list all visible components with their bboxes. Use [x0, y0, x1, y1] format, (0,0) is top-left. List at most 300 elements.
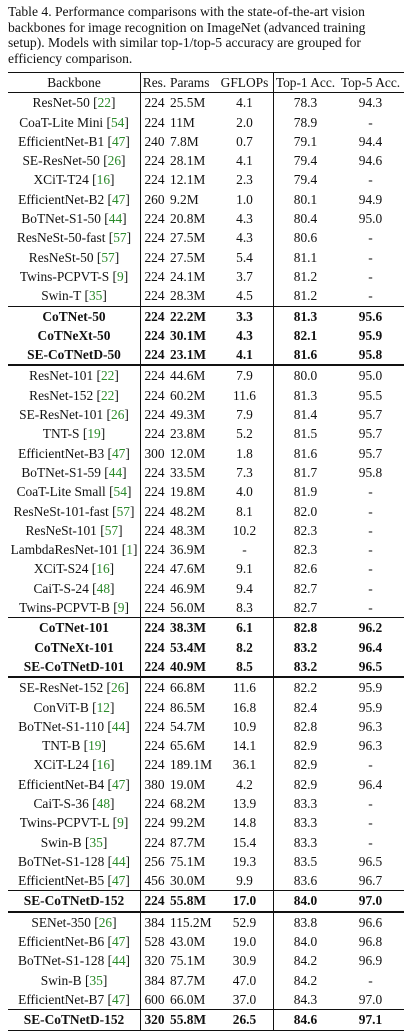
top1-cell: 82.3 — [274, 540, 338, 559]
citation-link[interactable]: 26 — [111, 680, 125, 696]
backbone-cell: Swin-B [35] — [40, 834, 108, 850]
res-cell: 224 — [141, 267, 169, 286]
top5-cell: 97.1 — [337, 1010, 404, 1030]
citation-link[interactable]: 9 — [117, 600, 125, 616]
backbone-name: SE-ResNet-101 — [19, 407, 104, 423]
params-cell: 11M — [170, 114, 195, 130]
gflops-cell: 8.2 — [236, 639, 253, 655]
gflops-cell: 4.0 — [236, 484, 253, 500]
top1-cell: 81.2 — [274, 267, 338, 286]
gflops-cell: 2.0 — [236, 114, 253, 130]
gflops-cell: 13.9 — [232, 795, 257, 811]
res-cell: 224 — [141, 170, 169, 189]
top5-cell: 95.7 — [358, 426, 383, 442]
top1-cell: 83.5 — [274, 852, 338, 871]
top1-cell: 80.0 — [274, 365, 338, 385]
top5-cell: 95.8 — [358, 347, 383, 363]
backbone-name: BoTNet-S1-110 — [18, 718, 105, 734]
res-cell: 528 — [141, 932, 169, 951]
gflops-cell: 7.3 — [236, 464, 253, 480]
gflops-cell: 4.2 — [236, 776, 253, 792]
top5-cell: 96.2 — [337, 618, 404, 638]
backbone-name: EfficientNet-B3 — [18, 445, 105, 461]
top1-cell: 81.2 — [274, 286, 338, 306]
top5-cell: - — [368, 503, 373, 519]
top1-cell: 84.6 — [274, 1010, 338, 1030]
header-res: Res. — [141, 73, 169, 93]
params-cell: 43.0M — [170, 934, 206, 950]
table-row — [8, 405, 404, 424]
gflops-cell: 4.5 — [236, 288, 253, 304]
top5-cell: 95.6 — [337, 306, 404, 326]
backbone-cell: TNT-S [19] — [42, 426, 106, 442]
backbone-cell: Swin-T [35] — [41, 288, 107, 304]
top1-cell: 81.6 — [274, 444, 338, 463]
top1-cell: 83.3 — [274, 813, 338, 832]
table-row — [8, 502, 404, 521]
top1-cell: 82.0 — [274, 502, 338, 521]
backbone-name: CoTNeXt-50 — [37, 327, 111, 343]
top5-cell: 96.4 — [358, 639, 383, 655]
citation-link[interactable]: 48 — [96, 795, 111, 811]
table-row — [8, 463, 404, 482]
gflops-cell: 7.9 — [216, 365, 274, 385]
table-row — [8, 190, 404, 209]
res-cell: 224 — [141, 286, 169, 306]
table-row — [8, 775, 404, 794]
backbone-name: BoTNet-S1-50 — [21, 211, 101, 227]
res-cell: 224 — [141, 698, 169, 717]
table-row — [8, 794, 404, 813]
citation-link[interactable]: 35 — [89, 972, 103, 988]
gflops-cell: 4.1 — [236, 95, 253, 111]
backbone-cell: TNT-B [19] — [42, 738, 106, 754]
top1-cell: 81.3 — [274, 306, 338, 326]
citation-link[interactable]: 57 — [101, 249, 115, 265]
table-row — [8, 326, 404, 345]
top1-cell: 79.1 — [274, 132, 338, 151]
citation-link[interactable]: 1 — [126, 542, 133, 558]
res-cell: 256 — [141, 852, 169, 871]
top5-cell: - — [368, 172, 373, 188]
backbone-name: SE-CoTNetD-152 — [23, 893, 125, 909]
citation-link[interactable]: 44 — [108, 464, 123, 480]
top5-cell: 96.8 — [358, 934, 383, 950]
backbone-name: SE-CoTNetD-101 — [23, 658, 125, 674]
gflops-cell: 10.2 — [232, 522, 257, 538]
params-cell: 12.0M — [170, 445, 206, 461]
res-cell: 224 — [141, 813, 169, 832]
citation-link[interactable]: 35 — [89, 834, 103, 850]
table-row — [8, 345, 404, 365]
params-cell: 68.2M — [170, 795, 206, 811]
top5-cell: 96.7 — [358, 873, 383, 889]
table-row — [8, 209, 404, 228]
gflops-cell: 3.3 — [216, 306, 274, 326]
backbone-cell — [8, 618, 141, 638]
citation-link[interactable]: 19 — [87, 426, 101, 442]
params-cell: 48.3M — [170, 522, 206, 538]
citation-link[interactable]: 44 — [108, 211, 123, 227]
backbone-name: XCiT-S24 — [33, 561, 89, 577]
backbone-name: TNT-S — [42, 426, 80, 442]
backbone-name: ResNeSt-50-fast — [16, 230, 106, 246]
citation-link[interactable]: 12 — [96, 699, 110, 715]
params-cell: 53.4M — [170, 639, 207, 655]
params-cell: 75.1M — [170, 853, 206, 869]
top1-cell: 84.0 — [274, 891, 338, 912]
header-gflops: GFLOPs — [220, 75, 269, 90]
params-cell: 115.2M — [168, 912, 216, 932]
top5-cell: 96.6 — [337, 912, 404, 932]
citation-link[interactable]: 47 — [111, 934, 126, 950]
params-cell: 30.1M — [170, 327, 207, 343]
gflops-cell: 5.2 — [236, 426, 253, 442]
top5-cell: 96.9 — [358, 953, 383, 969]
gflops-cell: 14.8 — [232, 815, 257, 831]
res-cell: 224 — [141, 424, 169, 443]
table-row — [8, 540, 404, 559]
citation-link[interactable]: 47 — [111, 133, 126, 149]
res-cell: 260 — [141, 190, 169, 209]
top1-cell: 83.3 — [274, 794, 338, 813]
gflops-cell: 11.6 — [233, 387, 256, 403]
res-cell: 224 — [141, 365, 169, 385]
backbone-cell: CoaT-Lite Mini [54] — [19, 114, 129, 130]
params-cell: 19.8M — [170, 484, 206, 500]
table-row — [8, 657, 404, 677]
res-cell: 224 — [141, 677, 169, 697]
top5-cell: - — [368, 542, 373, 558]
table-row — [8, 717, 404, 736]
res-cell: 224 — [141, 345, 169, 365]
backbone-name: EfficientNet-B4 — [18, 776, 105, 792]
backbone-cell: ResNeSt-50 [57] — [28, 249, 120, 265]
backbone-cell: ConViT-B [12] — [33, 699, 115, 715]
top1-cell: 78.9 — [274, 113, 338, 132]
backbone-cell: SE-ResNet-152 [26] — [8, 677, 141, 697]
params-cell: 49.3M — [170, 407, 206, 423]
citation-link[interactable]: 22 — [100, 387, 115, 403]
citation-link[interactable]: 26 — [111, 407, 125, 423]
citation-link[interactable]: 47 — [111, 873, 126, 889]
citation-link[interactable]: 9 — [117, 815, 124, 831]
citation-link[interactable]: 47 — [111, 191, 126, 207]
top5-cell: - — [368, 230, 373, 246]
top5-cell: 97.0 — [337, 891, 404, 912]
params-cell: 25.5M — [170, 95, 206, 111]
backbone-cell — [8, 657, 141, 677]
backbone-cell: BoTNet-S1-59 [44] — [21, 464, 127, 480]
table-row — [8, 93, 404, 113]
res-cell: 224 — [141, 405, 169, 424]
backbone-cell: XCiT-S24 [16] — [33, 561, 115, 577]
table-row — [8, 170, 404, 189]
gflops-cell: 8.1 — [236, 503, 253, 519]
params-cell: 40.9M — [170, 658, 207, 674]
backbone-name: CoTNet-50 — [42, 308, 106, 324]
gflops-cell: 14.1 — [232, 738, 257, 754]
top5-cell: 96.3 — [358, 718, 383, 734]
res-cell: 320 — [141, 951, 169, 970]
table-row — [8, 482, 404, 501]
backbone-cell — [8, 891, 141, 912]
params-cell: 46.9M — [170, 580, 206, 596]
top1-cell: 82.8 — [274, 717, 338, 736]
backbone-cell: SE-ResNet-101 [26] — [19, 407, 129, 423]
table-row — [8, 618, 404, 638]
backbone-cell: XCiT-T24 [16] — [33, 172, 115, 188]
backbone-name: Twins-PCPVT-L — [19, 815, 110, 831]
res-cell: 224 — [141, 248, 169, 267]
backbone-name: LambdaResNet-101 — [10, 542, 119, 558]
table-row — [8, 386, 404, 405]
res-cell: 224 — [141, 326, 169, 345]
top1-cell: 81.1 — [274, 248, 338, 267]
backbone-cell: ResNeSt-101 [57] — [25, 522, 123, 538]
backbone-cell: BoTNet-S1-128 [44] — [18, 953, 130, 969]
citation-link[interactable]: 16 — [96, 172, 111, 188]
res-cell: 224 — [141, 521, 169, 540]
citation-link[interactable]: 22 — [100, 368, 115, 384]
table-header-row — [8, 73, 404, 93]
res-cell: 224 — [141, 151, 169, 170]
res-cell: 384 — [141, 912, 169, 932]
citation-link[interactable]: 16 — [96, 757, 111, 773]
citation-link[interactable]: 44 — [112, 853, 126, 869]
backbone-name: Swin-T — [41, 288, 82, 304]
gflops-cell: 3.7 — [236, 268, 253, 284]
backbone-name: ResNet-101 — [29, 368, 94, 384]
res-cell: 224 — [141, 794, 169, 813]
backbone-name: ConViT-B — [33, 699, 89, 715]
gflops-cell: 4.3 — [236, 211, 253, 227]
backbone-name: Swin-B — [40, 972, 82, 988]
citation-link[interactable]: 47 — [111, 445, 126, 461]
res-cell: 224 — [141, 833, 169, 852]
table-row — [8, 228, 404, 247]
gflops-cell: 30.9 — [232, 953, 257, 969]
backbone-cell: CaiT-S-36 [48] — [33, 795, 115, 811]
backbone-name: XCiT-L24 — [33, 757, 89, 773]
top5-cell: - — [368, 795, 373, 811]
backbone-cell — [8, 306, 141, 326]
res-cell: 300 — [141, 444, 169, 463]
backbone-name: BoTNet-S1-59 — [21, 464, 101, 480]
top5-cell: - — [368, 561, 373, 577]
citation-link[interactable]: 44 — [111, 718, 126, 734]
top1-cell: 83.2 — [274, 638, 338, 657]
top1-cell: 80.6 — [274, 228, 338, 247]
citation-link[interactable]: 19 — [88, 738, 102, 754]
gflops-cell: 2.3 — [236, 172, 253, 188]
gflops-cell: 9.1 — [236, 561, 253, 577]
citation-link[interactable]: 57 — [113, 230, 127, 246]
gflops-cell: 17.0 — [216, 891, 274, 912]
params-cell: 56.0M — [170, 600, 206, 616]
table-row — [8, 638, 404, 657]
backbone-name: ResNeSt-50 — [28, 249, 94, 265]
citation-link[interactable]: 35 — [88, 288, 103, 304]
table-row — [8, 113, 404, 132]
top5-cell: 96.3 — [358, 738, 383, 754]
params-cell: 20.8M — [170, 211, 206, 227]
params-cell: 65.6M — [170, 738, 206, 754]
backbone-cell: Twins-PCPVT-L [9] — [19, 815, 129, 831]
backbone-name: CaiT-S-24 — [33, 580, 89, 596]
gflops-cell: 4.3 — [236, 327, 253, 343]
params-cell: 23.8M — [170, 426, 206, 442]
backbone-name: Twins-PCPVT-S — [19, 268, 110, 284]
params-cell: 87.7M — [170, 834, 206, 850]
gflops-cell: 15.4 — [232, 834, 257, 850]
backbone-cell: ResNet-101 [22] — [8, 365, 141, 385]
top5-cell: 96.5 — [358, 853, 383, 869]
table-row — [8, 306, 404, 326]
citation-link[interactable]: 57 — [116, 503, 130, 519]
params-cell: 7.8M — [170, 133, 199, 149]
params-cell: 60.2M — [170, 387, 206, 403]
table-row — [8, 521, 404, 540]
res-cell: 224 — [141, 755, 169, 774]
top1-cell: 82.4 — [274, 698, 338, 717]
backbone-name: CoTNeXt-101 — [34, 639, 114, 655]
top1-cell: 81.6 — [274, 345, 338, 365]
top1-cell: 82.3 — [274, 521, 338, 540]
citation-link[interactable]: 44 — [112, 953, 126, 969]
table-row — [8, 833, 404, 852]
backbone-cell: BoTNet-S1-50 [44] — [21, 211, 127, 227]
top1-cell: 84.3 — [274, 990, 338, 1010]
top5-cell: 94.9 — [358, 191, 383, 207]
backbone-cell: EfficientNet-B6 [47] — [18, 934, 130, 950]
top1-cell: 82.7 — [274, 598, 338, 618]
citation-link[interactable]: 9 — [117, 268, 124, 284]
header-backbone: Backbone — [47, 75, 101, 90]
top5-cell: - — [368, 522, 373, 538]
params-cell: 28.3M — [170, 288, 206, 304]
res-cell: 240 — [141, 132, 169, 151]
res-cell: 224 — [141, 463, 169, 482]
params-cell: 75.1M — [170, 953, 206, 969]
backbone-cell: CoaT-Lite Small [54] — [16, 484, 132, 500]
gflops-cell: 8.5 — [236, 658, 253, 674]
backbone-cell: Twins-PCPVT-B [9] — [19, 600, 129, 616]
table-row — [8, 891, 404, 912]
params-cell: 27.5M — [170, 230, 206, 246]
backbone-cell — [8, 1010, 141, 1030]
table-row — [8, 912, 404, 932]
table-row — [8, 559, 404, 578]
citation-link[interactable]: 54 — [113, 484, 127, 500]
table-row — [8, 813, 404, 832]
header-top1: Top-1 Acc. — [274, 73, 338, 93]
top1-cell: 82.7 — [274, 579, 338, 598]
performance-table — [8, 72, 404, 1031]
backbone-name: CaiT-S-36 — [33, 795, 89, 811]
backbone-name: BoTNet-S1-128 — [18, 853, 105, 869]
citation-link[interactable]: 26 — [107, 153, 122, 169]
table-row — [8, 1010, 404, 1030]
table-row — [8, 755, 404, 774]
citation-link[interactable]: 47 — [111, 991, 126, 1007]
gflops-cell: 19.3 — [232, 853, 257, 869]
header-top5: Top-5 Acc. — [340, 75, 401, 90]
backbone-name: EfficientNet-B1 — [18, 133, 105, 149]
table-caption: Table 4. Performance comparisons with the state-of-the-art vision backbones for image recognition on ImageNet (advanced training setup). Models with similar top-1/top-5 accuracy are grouped for efficiency comparison. — [8, 4, 366, 66]
top1-cell: 83.8 — [274, 912, 338, 932]
top5-cell: 94.3 — [358, 95, 383, 111]
params-cell: 33.5M — [170, 464, 206, 480]
citation-link[interactable]: 47 — [111, 776, 126, 792]
top5-cell: - — [368, 288, 373, 304]
citation-link[interactable]: 26 — [98, 914, 113, 930]
top1-cell: 84.2 — [274, 971, 338, 990]
params-cell: 27.5M — [170, 249, 206, 265]
top5-cell: - — [368, 249, 373, 265]
top1-cell: 80.4 — [274, 209, 338, 228]
gflops-cell: 4.1 — [236, 347, 253, 363]
top1-cell: 84.2 — [274, 951, 338, 970]
res-cell: 224 — [141, 579, 169, 598]
top1-cell: 82.6 — [274, 559, 338, 578]
backbone-cell: ResNeSt-50-fast [57] — [16, 230, 132, 246]
gflops-cell: 1.8 — [236, 445, 253, 461]
citation-link[interactable]: 54 — [110, 114, 125, 130]
res-cell: 224 — [141, 502, 169, 521]
citation-link[interactable]: 16 — [96, 561, 110, 577]
backbone-cell — [8, 326, 141, 345]
res-cell: 224 — [141, 559, 169, 578]
params-cell: 66.8M — [168, 677, 216, 697]
gflops-cell: 37.0 — [232, 991, 257, 1007]
backbone-name: BoTNet-S1-128 — [18, 953, 105, 969]
table-row — [8, 677, 404, 697]
backbone-cell: EfficientNet-B1 [47] — [18, 133, 130, 149]
citation-link[interactable]: 57 — [104, 522, 119, 538]
params-cell: 66.0M — [170, 991, 206, 1007]
citation-link[interactable]: 48 — [96, 580, 111, 596]
table-row — [8, 698, 404, 717]
top1-cell: 82.9 — [274, 736, 338, 755]
top1-cell: 80.1 — [274, 190, 338, 209]
table-row — [8, 990, 404, 1010]
citation-link[interactable]: 22 — [97, 95, 111, 111]
backbone-name: CoaT-Lite Small — [16, 484, 106, 500]
top1-cell: 79.4 — [274, 151, 338, 170]
backbone-name: SE-CoTNetD-50 — [27, 347, 121, 363]
top1-cell: 78.3 — [274, 93, 338, 113]
gflops-cell: 5.4 — [236, 249, 253, 265]
backbone-name: EfficientNet-B5 — [18, 873, 105, 889]
top5-cell: - — [368, 972, 373, 988]
res-cell: 224 — [141, 540, 169, 559]
res-cell: 224 — [141, 482, 169, 501]
res-cell: 224 — [141, 638, 169, 657]
backbone-cell: EfficientNet-B2 [47] — [18, 191, 130, 207]
params-cell: 44.6M — [168, 365, 216, 385]
backbone-name: SE-ResNet-50 — [22, 153, 100, 169]
table-row — [8, 579, 404, 598]
backbone-cell: LambdaResNet-101 [1] — [10, 542, 138, 558]
gflops-cell: 1.0 — [236, 191, 253, 207]
params-cell: 22.2M — [168, 306, 216, 326]
params-cell: 9.2M — [170, 191, 199, 207]
res-cell: 456 — [141, 871, 169, 891]
gflops-cell: - — [242, 542, 247, 558]
table-row — [8, 286, 404, 306]
backbone-cell: XCiT-L24 [16] — [33, 757, 115, 773]
